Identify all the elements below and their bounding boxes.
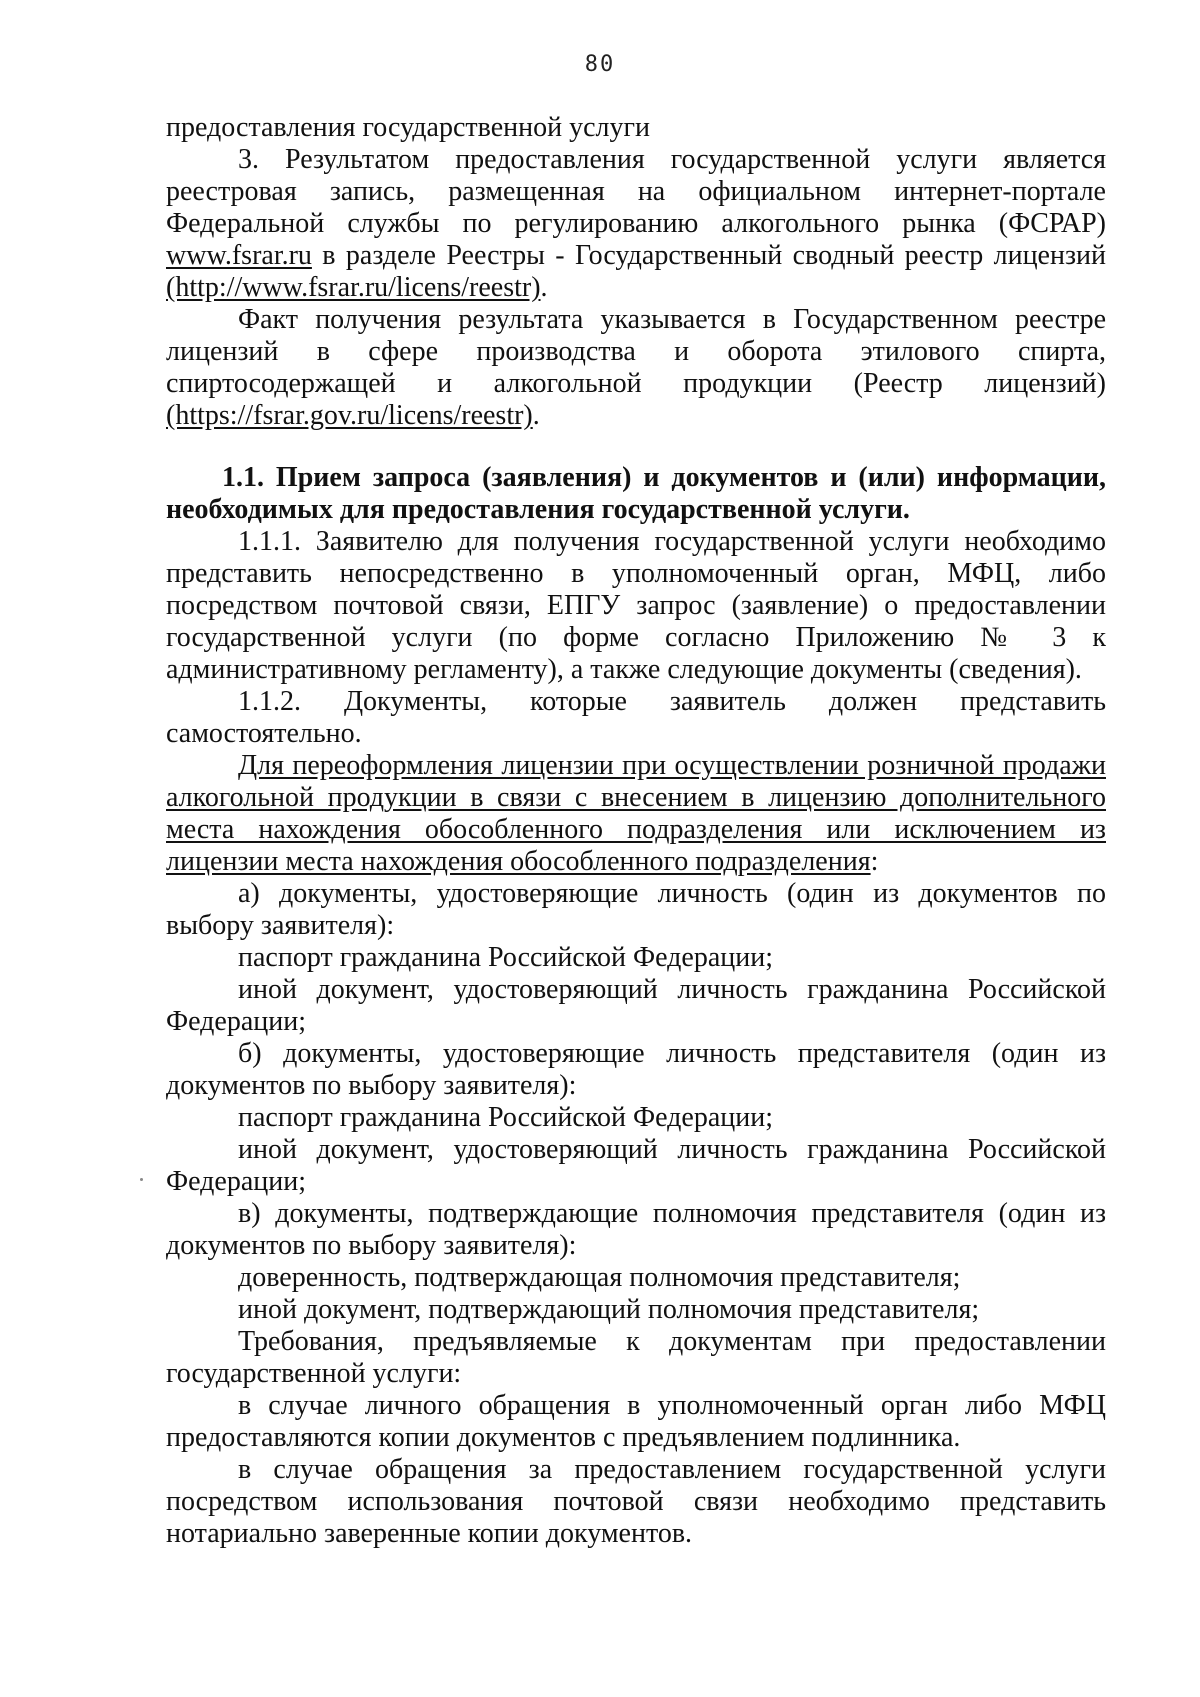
paragraph-fact-end: . <box>532 400 540 431</box>
gov-registry-link[interactable]: (https://fsrar.gov.ru/licens/reestr) <box>166 400 533 431</box>
paragraph-result-mid: в разделе Реестры - Государственный сводный реестр лицензий <box>311 240 1106 271</box>
registry-link[interactable]: (http://www.fsrar.ru/licens/reestr) <box>166 272 541 303</box>
scan-speck <box>140 1178 143 1181</box>
paragraph-result-text: 3. Результатом предоставления государственной услуги является реестровая запись, размещенная на официальном интернет-портале Федеральной службы по регулированию алкогольного рынка (ФСРАР) <box>166 144 1106 239</box>
section-heading: 1.1. Прием запроса (заявления) и документов и (или) информации, необходимых для предоставления государственной услуги. <box>166 462 1106 525</box>
list-item-c-proxy: доверенность, подтверждающая полномочия представителя; <box>238 1262 961 1293</box>
paragraph-fact-text: Факт получения результата указывается в Государственном реестре лицензий в сфере производства и оборота этилового спирта, спиртосодержащей и алкогольной продукции (Реестр лицензий) <box>166 304 1106 399</box>
page-number: 80 <box>584 52 616 77</box>
list-item-a-passport: паспорт гражданина Российской Федерации; <box>238 942 774 973</box>
paragraph-reissue <box>166 750 1106 878</box>
list-item-c: в) документы, подтверждающие полномочия представителя (один из документов по выбору заявителя): <box>166 1198 1106 1261</box>
list-item-c-other: иной документ, подтверждающий полномочия представителя; <box>238 1294 980 1325</box>
paragraph-personal-visit: в случае личного обращения в уполномоченный орган либо МФЦ предоставляются копии документов с предъявлением подлинника. <box>166 1390 1106 1453</box>
paragraph-1-1-1: 1.1.1. Заявителю для получения государственной услуги необходимо представить непосредственно в уполномоченный орган, МФЦ, либо посредством почтовой связи, ЕПГУ запрос (заявление) о предоставлении государственной услуги (по форме согласно Приложению № 3 к административному регламенту), а также следующие документы (сведения). <box>166 526 1106 685</box>
list-item-b-other: иной документ, удостоверяющий личность гражданина Российской Федерации; <box>166 1134 1106 1197</box>
list-item-a-other: иной документ, удостоверяющий личность гражданина Российской Федерации; <box>166 974 1106 1037</box>
document-body <box>166 112 1106 1550</box>
paragraph-reissue-underlined: Для переоформления лицензии при осуществлении розничной продажи алкогольной продукции в связи с внесением в лицензию дополнительного места нахождения обособленного подразделения или исключением из лицензии места нахождения обособленного подразделения <box>166 750 1106 877</box>
list-item-b-passport: паспорт гражданина Российской Федерации; <box>238 1102 774 1133</box>
paragraph-fact <box>166 304 1106 432</box>
paragraph-result-end: . <box>540 272 548 303</box>
paragraph-result <box>166 144 1106 304</box>
paragraph-reissue-end: : <box>870 846 879 877</box>
list-item-a: а) документы, удостоверяющие личность (один из документов по выбору заявителя): <box>166 878 1106 941</box>
paragraph-1-1-2: 1.1.2. Документы, которые заявитель должен представить самостоятельно. <box>166 686 1106 749</box>
paragraph-postal: в случае обращения за предоставлением государственной услуги посредством использования почтовой связи необходимо представить нотариально заверенные копии документов. <box>166 1454 1106 1549</box>
paragraph-continuation: предоставления государственной услуги <box>166 112 650 143</box>
fsrar-site-link[interactable]: www.fsrar.ru <box>166 240 312 271</box>
list-item-b: б) документы, удостоверяющие личность представителя (один из документов по выбору заявителя): <box>166 1038 1106 1101</box>
paragraph-requirements: Требования, предъявляемые к документам при предоставлении государственной услуги: <box>166 1326 1106 1389</box>
